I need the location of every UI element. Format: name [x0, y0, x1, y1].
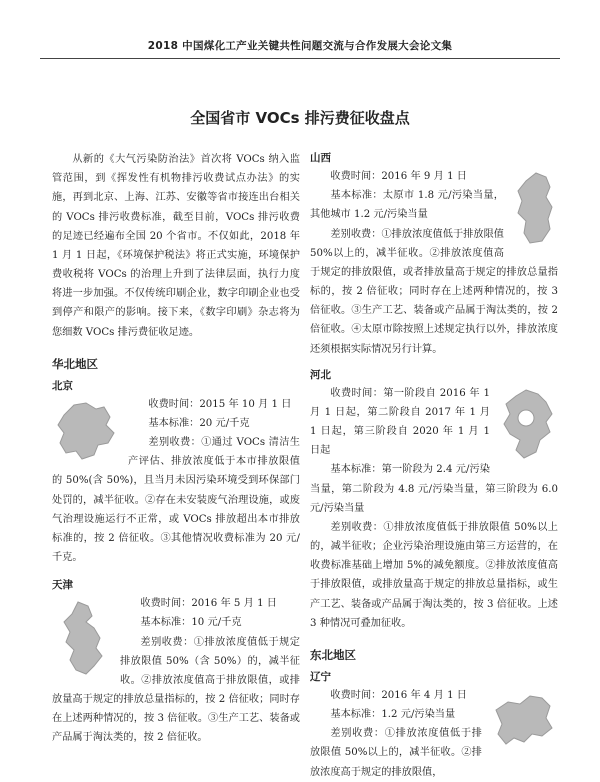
liaoning-map-icon	[488, 690, 558, 748]
right-column	[310, 150, 558, 782]
beijing-standard: 基本标准：20 元/千克	[148, 417, 250, 429]
province-heading-tianjin: 天津	[52, 579, 73, 592]
hebei-section	[310, 384, 558, 633]
region-heading-dongbei: 东北地区	[310, 647, 356, 662]
region-heading-huabei: 华北地区	[52, 356, 98, 371]
liaoning-section	[310, 686, 558, 782]
beijing-time: 收费时间：2015 年 10 月 1 日	[148, 398, 292, 410]
beijing-map-icon	[52, 399, 120, 465]
shanxi-section	[310, 167, 558, 359]
tianjin-time: 收费时间：2016 年 5 月 1 日	[140, 598, 277, 610]
intro-paragraph: 从新的《大气污染防治法》首次将 VOCs 纳入监管范围，到《挥发性有机物排污收费试点办法》的实施，再到北京、上海、江苏、安徽等省市接连出台相关的 VOCs 排污收费标准，截至目前，VOCs 排污收费的足迹已经遍布全国 20 个省市。不仅如此，2018 年 1 月 1 日起，《环境保护税法》将正式实施，环境保护费收税将 VOCs 的治理上升到了法律层面，执行力度将进一步加强。不仅传统印刷企业，数字印刷企业也受到停产和限产的影响。接下来，《数字印刷》杂志将为您细数 VOCs 排污费征收足迹。	[52, 154, 300, 338]
liaoning-diff: 差别收费：①排放浓度值低于排放限值 50%以上的，减半征收。②排放浓度高于规定的排放限值，	[310, 728, 482, 778]
province-heading-shanxi: 山西	[310, 152, 331, 164]
province-heading-beijing: 北京	[52, 379, 73, 392]
shanxi-time: 收费时间：2016 年 9 月 1 日	[330, 171, 467, 182]
hebei-standard: 基本标准：第一阶段为 2.4 元/污染当量，第二阶段为 4.8 元/污染当量，第三阶段为 6.0 元/污染当量	[310, 464, 558, 514]
article-title: 全国省市 VOCs 排污费征收盘点	[190, 109, 410, 127]
tianjin-section	[52, 594, 300, 747]
liaoning-time: 收费时间：2016 年 4 月 1 日	[330, 689, 467, 701]
shanxi-map-icon	[510, 171, 558, 245]
hebei-diff: 差别收费：①排放浓度值低于排放限值 50%以上的，减半征收；企业污染治理设施由第三方运营的，在收费标准基础上增加 5%的减免额度。②排放浓度值高于排放限值，或排放量高于规定的排放总量指标，或生产工艺、装备或产品属于淘汰类的，按 3 倍征收。上述 3 种情况可叠加征收。	[310, 521, 558, 629]
hebei-time: 收费时间：第一阶段自 2016 年 1 月 1 日起，第二阶段自 2017 年 1 月 1 日起，第三阶段自 2020 年 1 月 1 日起	[310, 387, 490, 457]
left-column	[52, 150, 300, 748]
header-rule	[40, 58, 560, 59]
province-heading-liaoning: 辽宁	[310, 670, 331, 683]
liaoning-standard: 基本标准：1.2 元/污染当量	[330, 709, 456, 721]
tianjin-diff: 差别收费：①排放浓度值低于规定排放限值 50%（含 50%）的，减半征收。②排放浓度值高于排放限值，或排放量高于规定的排放总量指标的，按 2 倍征收；同时存在上述两种情况的，按 3 倍征收。③生产工艺、装备或产品属于淘汰类的，按 2 倍征收。	[52, 636, 300, 744]
tianjin-standard: 基本标准：10 元/千克	[140, 617, 242, 629]
shanxi-standard: 基本标准：太原市 1.8 元/污染当量，其他城市 1.2 元/污染当量	[310, 190, 504, 221]
shanxi-diff: 差别收费：①排放浓度值低于排放限值 50%以上的，减半征收。②排放浓度值高于规定的排放限值，或者排放量高于规定的排放总量指标的，按 2 倍征收；同时存在上述两种情况的，按 3 倍征收。③生产工艺、装备或产品属于淘汰类的，按 2 倍征收。④太原市除按照上述规定执行以外，排放浓度还须根据实际情况另行计算。	[310, 228, 558, 355]
hebei-map-icon	[496, 388, 558, 460]
running-header: 2018 中国煤化工产业关键共性问题交流与合作发展大会论文集	[147, 40, 453, 52]
beijing-diff: 差别收费：①通过 VOCs 清洁生产评估、排放浓度低于本市排放限值的 50%(含 50%)，且当月未因污染环境受到环保部门处罚的，减半征收。②存在未安装废气治理设施，或废气治理设施运行不正常，或 VOCs 排放超出本市排放标准的，按 2 倍征收。③其他情况收费标准为 20 元/千克。	[52, 437, 300, 564]
beijing-section	[52, 395, 300, 568]
province-heading-hebei: 河北	[310, 368, 331, 381]
tianjin-map-icon	[52, 598, 112, 678]
